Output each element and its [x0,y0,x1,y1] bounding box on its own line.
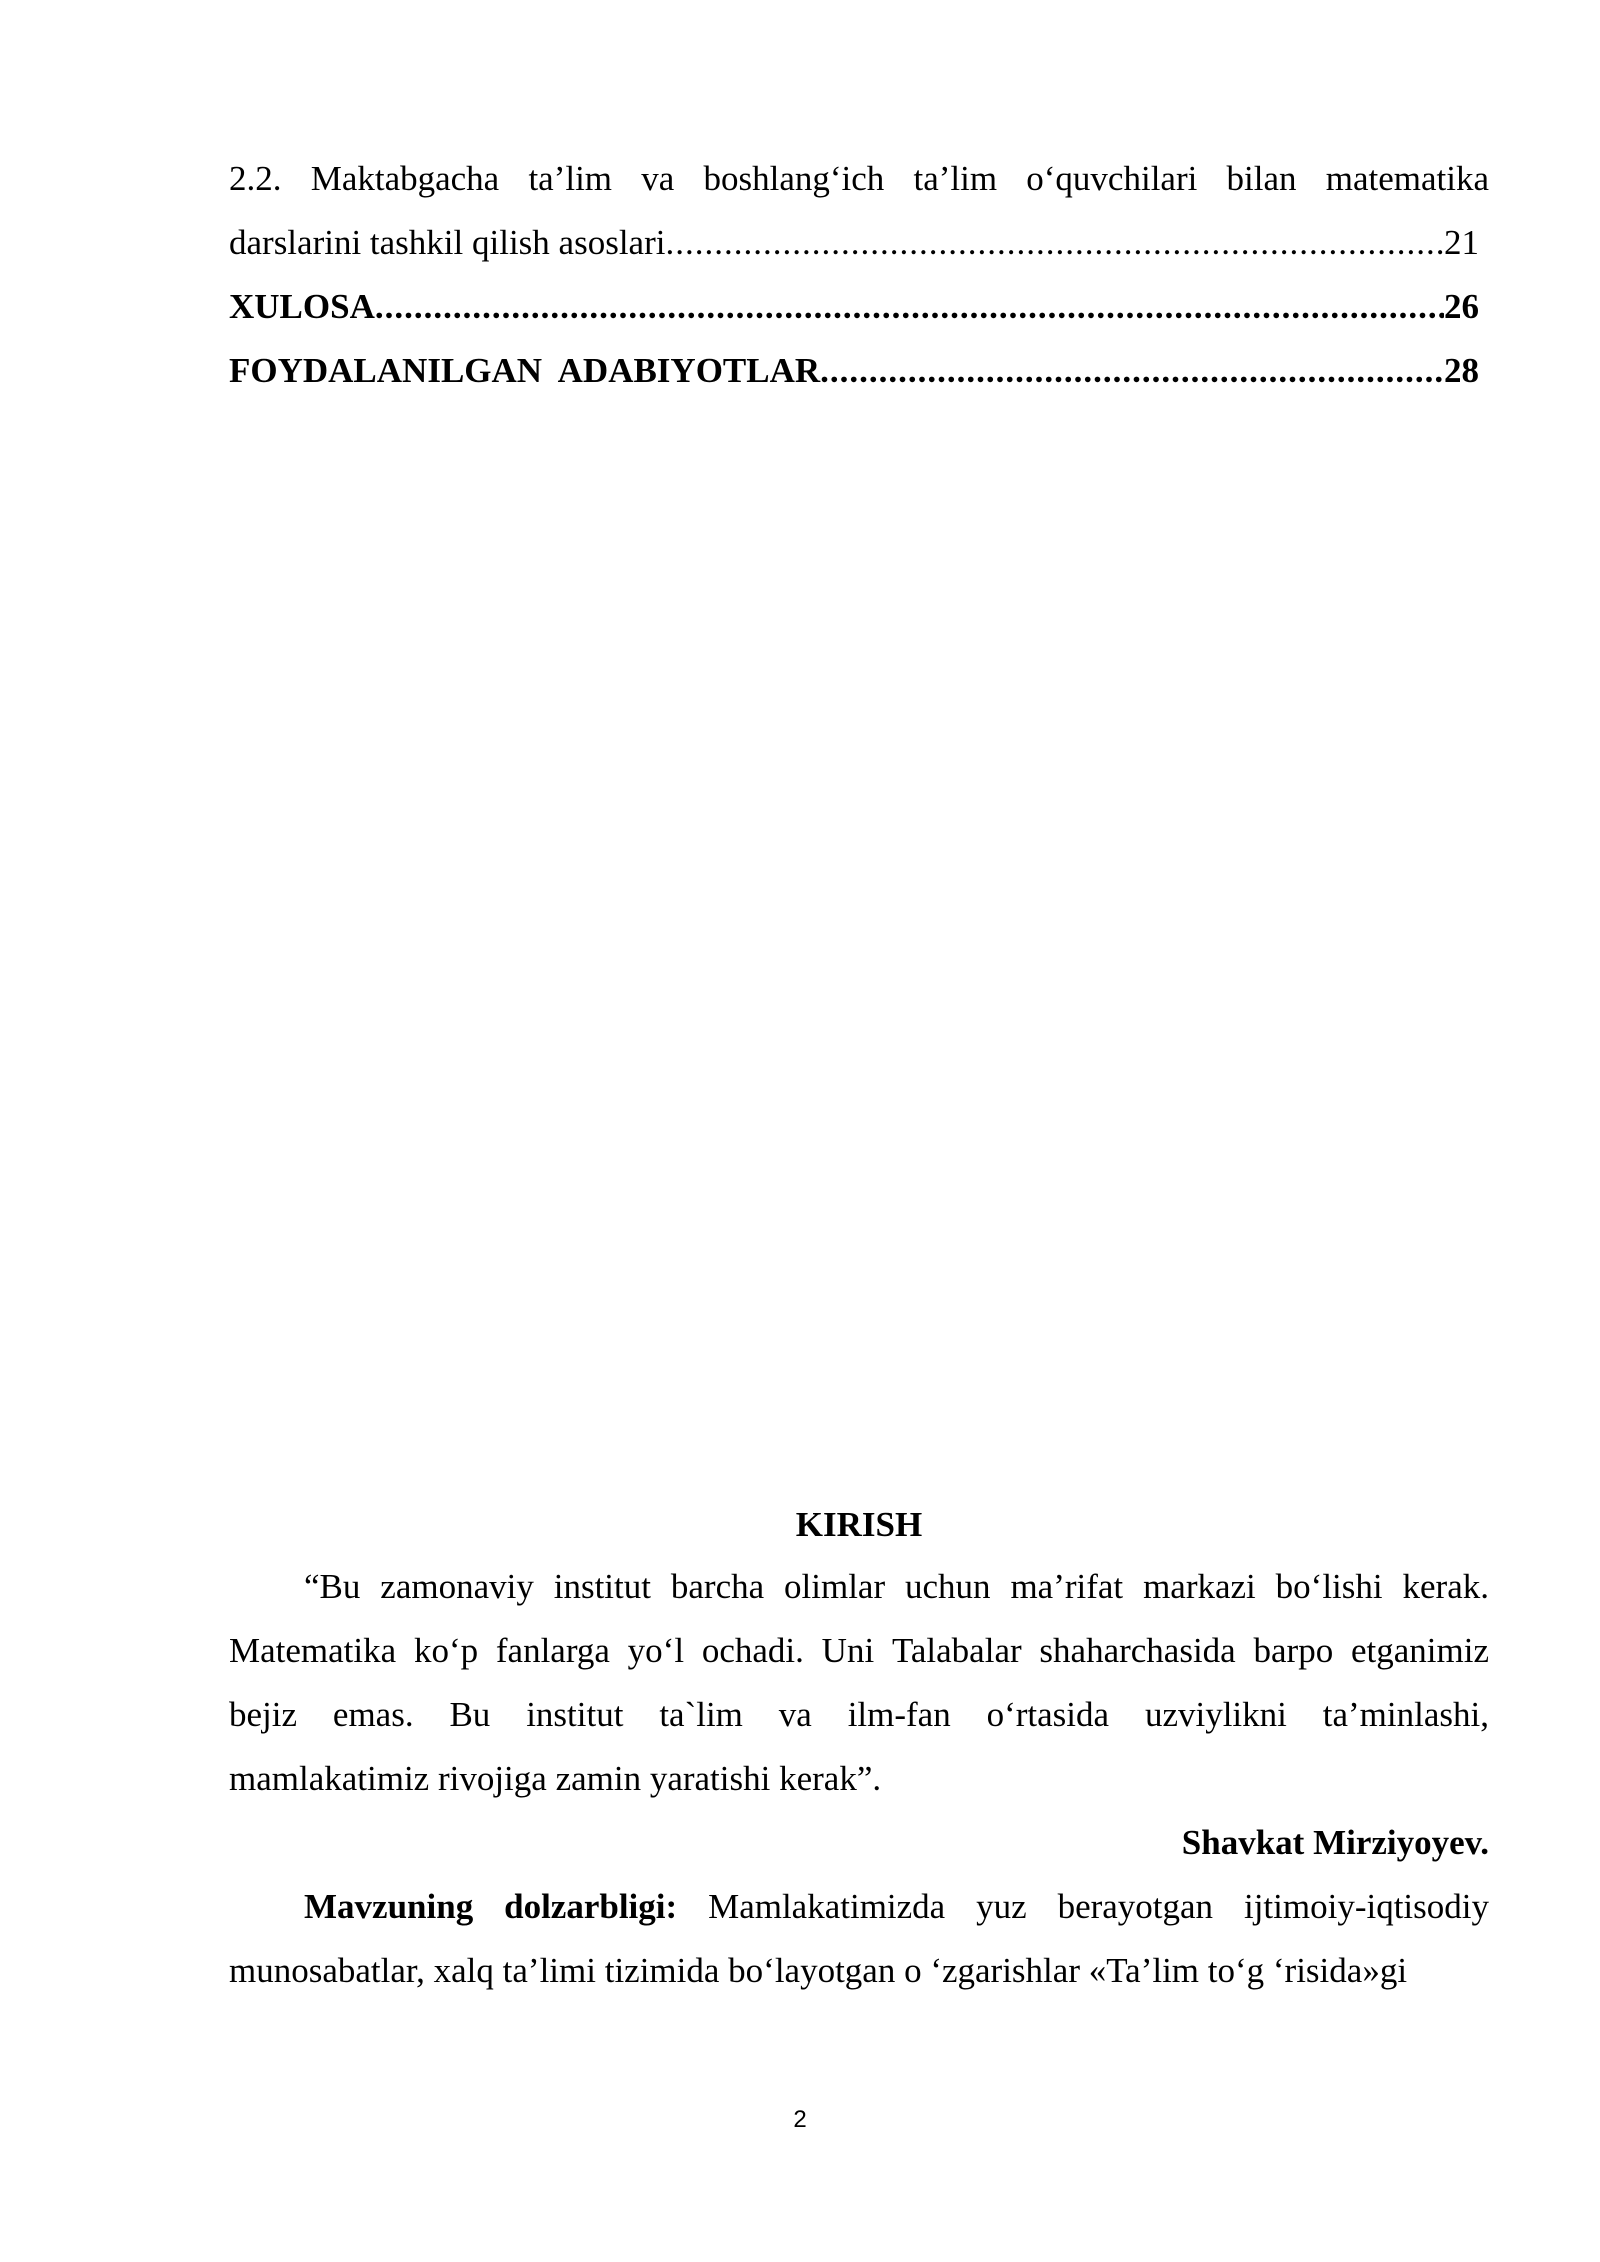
quote-word: barpo [1253,1631,1334,1670]
quote-word: yo‘l [627,1631,685,1670]
relevance-label-word: dolzarbligi: [504,1887,678,1926]
toc-item-2-2-line2 [229,211,1489,275]
quote-word: Matematika [229,1631,397,1670]
quote-word: barcha [670,1567,765,1606]
toc-word: boshlang‘ich [703,159,885,198]
intro-section [229,1495,1489,2003]
quote-word: ta’minlashi, [1322,1695,1489,1734]
relevance-paragraph-line1 [229,1875,1489,1939]
quote-word: ta`lim [659,1695,743,1734]
quote-word: bejiz [229,1695,298,1734]
quote-word: uchun [905,1567,991,1606]
toc-word: Maktabgacha [310,159,500,198]
table-of-contents [229,147,1489,403]
quote-word: “Bu [304,1567,361,1606]
relevance-word: ijtimoiy-iqtisodiy [1243,1887,1489,1926]
relevance-paragraph-line2: munosabatlar, xalq ta’limi tizimida bo‘layotgan o ‘zgarishlar «Ta’lim to‘g ‘risida»gi [229,1951,1408,1990]
toc-leader-dots [375,275,1444,339]
toc-word: matematika [1325,159,1489,198]
toc-word: va [641,159,675,198]
quote-word: shaharchasida [1039,1631,1236,1670]
quote-word: va [778,1695,812,1734]
relevance-word: Mamlakatimizda [708,1887,946,1926]
quote-line-last: mamlakatimiz rivojiga zamin yaratishi kerak”. [229,1759,882,1798]
quote-word: markazi [1143,1567,1256,1606]
quote-signature: Shavkat Mirziyoyev. [1181,1823,1489,1862]
toc-word: ta’lim [913,159,998,198]
toc-item-adabiyotlar [229,339,1489,403]
relevance-label-word: Mavzuning [304,1887,474,1926]
quote-word: institut [526,1695,624,1734]
quote-word: ko‘p [413,1631,479,1670]
toc-leader-dots [820,339,1444,403]
quote-word: Talabalar [891,1631,1022,1670]
toc-word: ta’lim [528,159,613,198]
quote-word: ochadi. [701,1631,804,1670]
toc-item-2-2-line1 [229,147,1489,211]
quote-word: o‘rtasida [986,1695,1110,1734]
quote-word: emas. [332,1695,414,1734]
quote-word: kerak. [1402,1567,1489,1606]
toc-adabiyotlar-title: FOYDALANILGAN ADABIYOTLAR [229,351,821,390]
quote-word: bo‘lishi [1275,1567,1383,1606]
toc-item-2-2-page: 21 [1444,223,1479,262]
section-heading: KIRISH [795,1505,923,1544]
toc-word: o‘quvchilari [1026,159,1198,198]
quote-line [229,1683,1489,1747]
toc-leader-dots [665,211,1444,275]
quote-word: Bu [449,1695,491,1734]
quote-word: ma’rifat [1010,1567,1124,1606]
quote-line [229,1619,1489,1683]
quote-word: fanlarga [495,1631,610,1670]
toc-word: 2.2. [229,159,282,198]
toc-xulosa-page: 26 [1444,287,1479,326]
quote-word: etganimiz [1350,1631,1489,1670]
quote-line [229,1555,1489,1619]
page-number: 2 [793,2106,807,2133]
quote-word: institut [553,1567,651,1606]
quote-word: olimlar [784,1567,886,1606]
toc-adabiyotlar-page: 28 [1444,351,1479,390]
toc-item-2-2-title-end: darslarini tashkil qilish asoslari [229,223,666,262]
toc-word: bilan [1226,159,1297,198]
quote-word: ilm-fan [847,1695,951,1734]
toc-xulosa-title: XULOSA [229,287,375,326]
quote-word: uzviylikni [1144,1695,1287,1734]
toc-item-xulosa [229,275,1489,339]
quote-word: Uni [821,1631,875,1670]
relevance-word: berayotgan [1057,1887,1214,1926]
relevance-word: yuz [976,1887,1027,1926]
quote-word: zamonaviy [380,1567,534,1606]
